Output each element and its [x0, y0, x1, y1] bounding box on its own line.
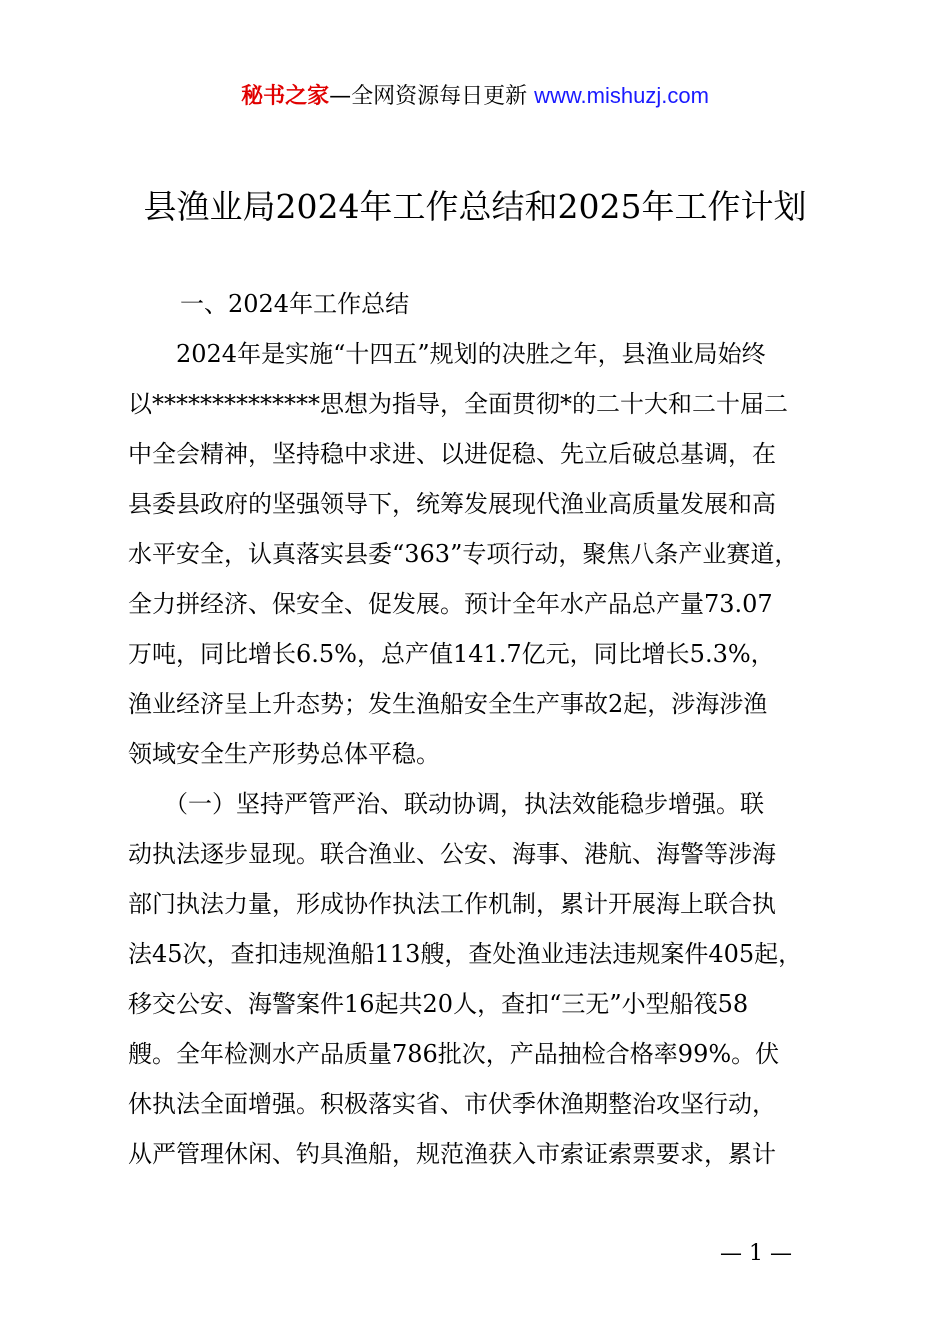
- body-line: 艘。全年检测水产品质量786批次，产品抽检合格率99%。伏: [128, 1040, 780, 1068]
- body-line: 渔业经济呈上升态势；发生渔船安全生产事故2起，涉海涉渔: [128, 690, 768, 718]
- body-line: 领域安全生产形势总体平稳。: [128, 740, 440, 768]
- body-line: 部门执法力量，形成协作执法工作机制，累计开展海上联合执: [128, 890, 776, 918]
- site-banner: [0, 80, 950, 113]
- document-title: 县渔业局2024年工作总结和2025年工作计划: [143, 187, 807, 226]
- site-url-link[interactable]: www.mishuzj.com: [534, 83, 709, 108]
- body-line: 县委县政府的坚强领导下，统筹发展现代渔业高质量发展和高: [128, 490, 776, 518]
- body-line: 2024年是实施“十四五”规划的决胜之年，县渔业局始终: [128, 340, 766, 368]
- site-brand: 秘书之家: [241, 84, 330, 109]
- body-line: 动执法逐步显现。联合渔业、公安、海事、港航、海警等涉海: [128, 840, 776, 868]
- section-heading: 一、2024年工作总结: [180, 290, 410, 318]
- body-line: 中全会精神，坚持稳中求进、以进促稳、先立后破总基调，在: [128, 440, 776, 468]
- body-line: 以**************思想为指导，全面贯彻*的二十大和二十届二: [128, 390, 788, 418]
- page-number: — 1 —: [720, 1241, 792, 1266]
- body-line: 万吨，同比增长6.5%，总产值141.7亿元，同比增长5.3%，: [128, 640, 775, 668]
- body-line: 水平安全，认真落实县委“363”专项行动，聚焦八条产业赛道，: [128, 540, 799, 568]
- site-slogan: —全网资源每日更新: [329, 84, 535, 109]
- body-line: 全力拼经济、保安全、促发展。预计全年水产品总产量73.07: [128, 590, 773, 618]
- body-line: 从严管理休闲、钓具渔船，规范渔获入市索证索票要求，累计: [128, 1140, 776, 1168]
- body-line: 休执法全面增强。积极落实省、市伏季休渔期整治攻坚行动，: [128, 1090, 776, 1118]
- body-line: （一）坚持严管严治、联动协调，执法效能稳步增强。联: [128, 790, 764, 818]
- body-line: 移交公安、海警案件16起共20人，查扣“三无”小型船筏58: [128, 990, 749, 1018]
- body-line: 法45次，查扣违规渔船113艘，查处渔业违法违规案件405起，: [128, 940, 803, 968]
